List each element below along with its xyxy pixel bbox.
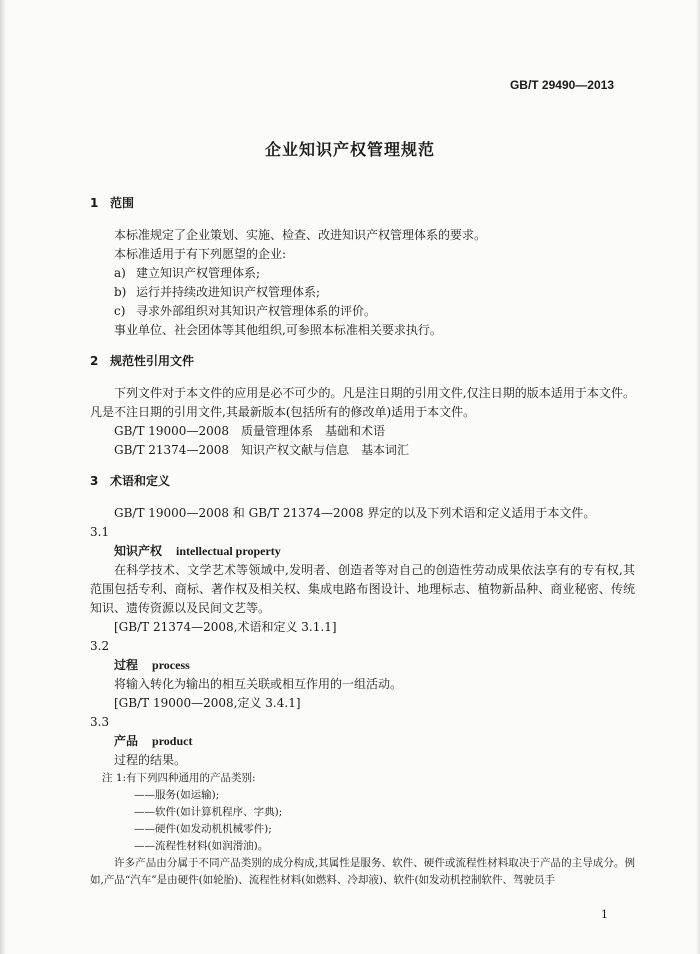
term-definition: 将输入转化为输出的相互关联或相互作用的一组活动。	[114, 677, 403, 691]
term-entry	[90, 732, 635, 751]
term-english: intellectual property	[176, 544, 281, 558]
note-item: ——硬件(如发动机机械零件);	[134, 823, 272, 835]
term-chinese: 产品	[114, 734, 139, 748]
section-3-title: 术语和定义	[110, 474, 171, 488]
note-item: ——服务(如运输);	[134, 789, 220, 801]
section-3-heading	[90, 472, 635, 491]
term-english: process	[152, 658, 190, 672]
normative-reference: GB/T 19000—2008 质量管理体系 基础和术语	[114, 424, 385, 438]
term-chinese: 知识产权	[114, 544, 163, 558]
term-source: [GB/T 19000—2008,定义 3.4.1]	[114, 696, 301, 710]
list-item: b) 运行并持续改进知识产权管理体系;	[114, 285, 321, 299]
section-1-heading	[90, 194, 635, 213]
section-2-para-1: 下列文件对于本文件的应用是必不可少的。凡是注日期的引用文件,仅注日期的版本适用于本文件。凡是不注日期的引用文件,其最新版本(包括所有的修改单)适用于本文件。	[90, 386, 635, 419]
section-1-para-2: 本标准适用于有下列愿望的企业:	[114, 247, 287, 261]
section-1-title: 范围	[110, 196, 135, 210]
term-english: product	[152, 734, 193, 748]
section-1-para-3: 事业单位、社会团体等其他组织,可参照本标准相关要求执行。	[114, 323, 442, 337]
note-paragraph: 许多产品由分属于不同产品类别的成分构成,其属性是服务、软件、硬件或流程性材料取决于产品的主导成分。例如,产品“汽车”是由硬件(如轮胎)、流程性材料(如燃料、冷却液)、软件(如发动机控制软件、驾驶员手	[90, 857, 635, 886]
page-number: 1	[601, 908, 608, 921]
note-item: ——流程性材料(如润滑油)。	[134, 840, 269, 852]
standard-number: GB/T 29490—2013	[509, 78, 614, 92]
section-2-title: 规范性引用文件	[110, 354, 195, 368]
document-body	[90, 194, 635, 889]
section-2-number: 2	[90, 354, 99, 368]
clause-number: 3.3	[90, 715, 110, 729]
term-definition: 过程的结果。	[114, 753, 187, 767]
section-3-number: 3	[90, 474, 99, 488]
section-3-para-1: GB/T 19000—2008 和 GB/T 21374—2008 界定的以及下列术语和定义适用于本文件。	[114, 506, 596, 520]
section-1-number: 1	[90, 196, 99, 210]
list-item: c) 寻求外部组织对其知识产权管理体系的评价。	[114, 304, 377, 318]
normative-reference: GB/T 21374—2008 知识产权文献与信息 基本词汇	[114, 443, 409, 457]
note-intro: 注 1:有下列四种通用的产品类别:	[102, 772, 256, 784]
clause-number: 3.2	[90, 639, 110, 653]
term-chinese: 过程	[114, 658, 139, 672]
term-source: [GB/T 21374—2008,术语和定义 3.1.1]	[114, 620, 337, 634]
section-2-heading	[90, 352, 635, 371]
term-definition: 在科学技术、文学艺术等领域中,发明者、创造者等对自己的创造性劳动成果依法享有的专有权,其范围包括专利、商标、著作权及相关权、集成电路布图设计、地理标志、植物新品种、商业秘密、传统知识、遗传资源以及民间文艺等。	[90, 563, 635, 615]
clause-number: 3.1	[90, 525, 110, 539]
list-item: a) 建立知识产权管理体系;	[114, 266, 261, 280]
document-title: 企业知识产权管理规范	[264, 140, 435, 159]
term-entry	[90, 656, 635, 675]
section-1-para-1: 本标准规定了企业策划、实施、检查、改进知识产权管理体系的要求。	[114, 228, 487, 242]
note-item: ——软件(如计算机程序、字典);	[134, 806, 283, 818]
term-entry	[90, 542, 635, 561]
